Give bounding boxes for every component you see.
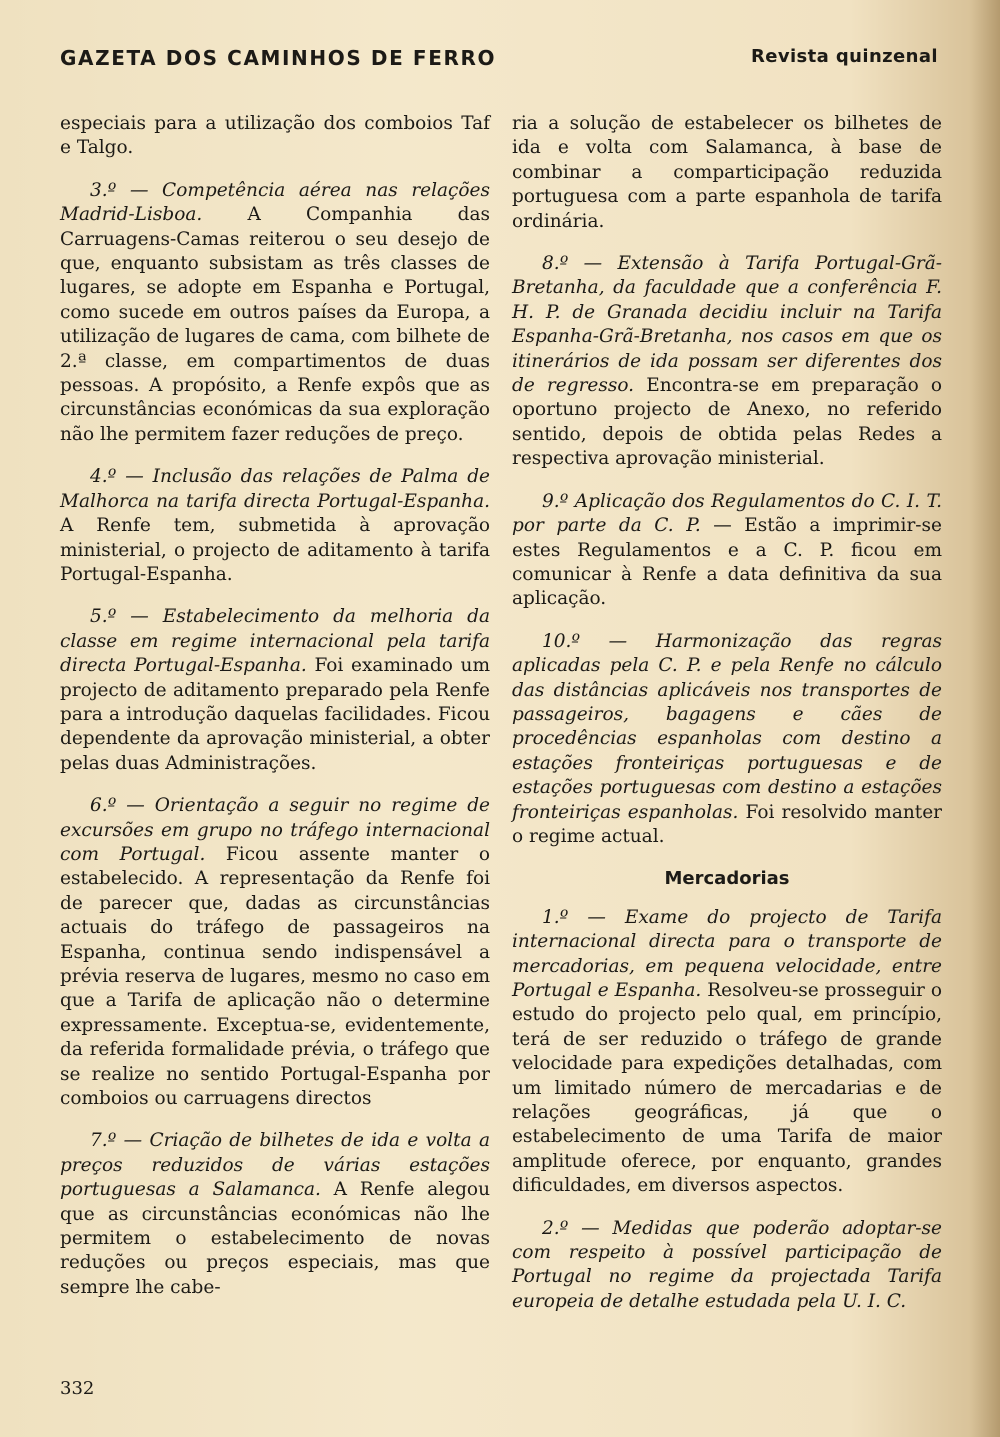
paragraph: especiais para a utilização dos comboios Taf e Talgo. — [60, 113, 490, 159]
paragraph: 9.º Aplicação dos Regulamentos do C. I. T. por parte da C. P. — Estão a imprimir-se estes Regulamentos e a C. P. ficou em comunicar à Renfe a data definitiva da sua aplicação. — [512, 490, 942, 610]
paragraph: 3.º — Competência aérea nas relações Madrid-Lisboa. A Companhia das Carruagens-Camas reiterou o seu desejo de que, enquanto subsistam as três classes de lugares, se adopte em Espanha e Portugal, como sucede em outros países da Europa, a utilização de lugares de cama, com bilhete de 2.ª classe, em compartimentos de duas pessoas. A propósito, a Renfe expôs que as circunstâncias económicas da sua exploração não lhe permitem fazer reduções de preço. — [60, 179, 490, 445]
paragraph: 2.º — Medidas que poderão adoptar-se com respeito à possível participação de Portugal no regime da projectada Tarifa europeia de detalhe estudada pela U. I. C. — [512, 1217, 942, 1312]
paragraph: 5.º — Estabelecimento da melhoria da classe em regime internacional pela tarifa directa Portugal-Espanha. Foi examinado um projecto de aditamento preparado pela Renfe para a introdução daquelas facilidades. Ficou dependente da aprovação ministerial, a obter pelas duas Administrações. — [60, 606, 490, 774]
section-heading: Mercadorias — [664, 868, 790, 890]
paragraph: ria a solução de estabelecer os bilhetes de ida e volta com Salamanca, à base de combinar a comparticipação reduzida portuguesa com a parte espanhola de tarifa ordinária. — [512, 113, 942, 232]
paragraph: 1.º — Exame do projecto de Tarifa internacional directa para o transporte de mercadorias, em pequena velocidade, entre Portugal e Espanha. Resolveu-se prosseguir o estudo do projecto pelo qual, em princípio, terá de ser reduzido o tráfego de grande velocidade para expedições detalhadas, com um limitado número de mercadarias e de relações geográficas, já que o estabelecimento de uma Tarifa de maior amplitude oferece, por enquanto, grandes dificuldades, em diversos aspectos. — [512, 906, 942, 1197]
paragraph: 8.º — Extensão à Tarifa Portugal-Grã-Bretanha, da faculdade que a conferência F. H. P. de Granada decidiu incluir na Tarifa Espanha-Grã-Bretanha, nos casos em que os itinerários de ida possam ser diferentes dos de regresso. Encontra-se em preparação o oportuno projecto de Anexo, no referido sentido, depois de obtida pelas Redes a respectiva aprovação ministerial. — [512, 253, 942, 470]
right-column — [512, 112, 942, 1332]
page-number: 332 — [60, 1378, 95, 1399]
left-column — [60, 112, 490, 1318]
publication-title: GAZETA DOS CAMINHOS DE FERRO — [60, 46, 497, 70]
paragraph: 7.º — Criação de bilhetes de ida e volta a preços reduzidos de várias estações portuguesas a Salamanca. A Renfe alegou que as circunstâncias económicas não lhe permitem o estabelecimento de novas reduções ou preços especiais, mas que sempre lhe cabe- — [60, 1130, 490, 1298]
paragraph: 6.º — Orientação a seguir no regime de excursões em grupo no tráfego internacional com Portugal. Ficou assente manter o estabelecido. A representação da Renfe foi de parecer que, dadas as circunstâncias actuais do tráfego de passageiros na Espanha, continua sendo indispensável a prévia reserva de lugares, mesmo no caso em que a Tarifa de aplicação não o determine expressamente. Exceptua-se, evidentemente, da referida formalidade prévia, o tráfego que se realize no sentido Portugal-Espanha por comboios ou carruagens directos — [60, 795, 490, 1110]
paragraph: 10.º — Harmonização das regras aplicadas pela C. P. e pela Renfe no cálculo das distâncias aplicáveis nos transportes de passageiros, bagagens e cães de procedências espanholas com destino a estações fronteiriças portuguesas e de estações portuguesas com destino a estações fronteiriças espanholas. Foi resolvido manter o regime actual. — [512, 630, 942, 847]
paragraph: 4.º — Inclusão das relações de Palma de Malhorca na tarifa directa Portugal-Espanha. A Renfe tem, submetida à aprovação ministerial, o projecto de aditamento à tarifa Portugal-Espanha. — [60, 466, 490, 585]
page-header — [60, 46, 938, 76]
publication-subtitle: Revista quinzenal — [750, 46, 938, 67]
